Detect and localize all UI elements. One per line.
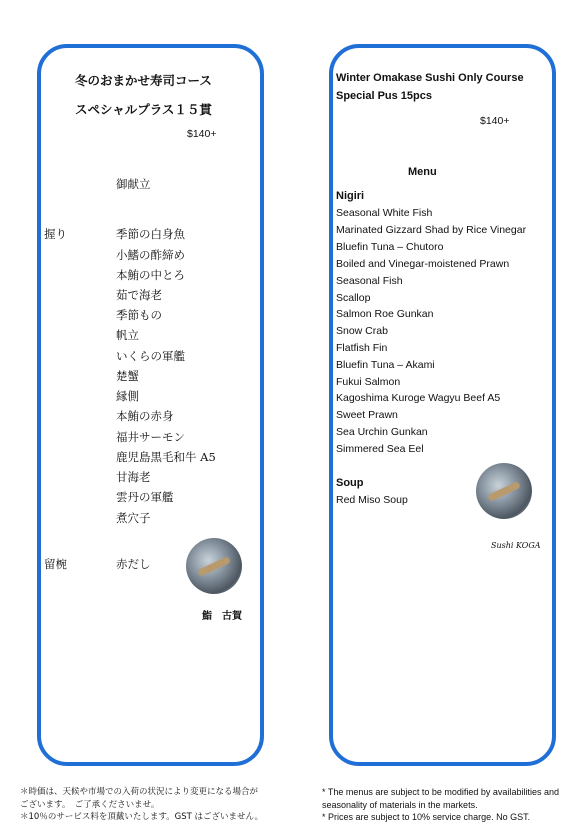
- jp-nigiri-label: 握り: [44, 227, 67, 241]
- jp-title-line2: スペシャルプラス１５貫: [75, 102, 212, 117]
- jp-menu-item: 帆立: [116, 328, 139, 342]
- jp-menu-item: 季節もの: [116, 308, 162, 322]
- en-menu-item: Fukui Salmon: [336, 376, 401, 388]
- en-footnote-line: * The menus are subject to be modified by availabilities and: [322, 787, 559, 797]
- miso-bowl-image: [476, 463, 532, 519]
- en-menu-item: Snow Crab: [336, 325, 388, 337]
- jp-footnote-line: ございます。 ご了承くださいませ。: [20, 799, 160, 810]
- jp-menu-item: 福井サーモン: [116, 430, 185, 444]
- en-menu-item: Kagoshima Kuroge Wagyu Beef A5: [336, 392, 501, 404]
- en-menu-item: Sweet Prawn: [336, 409, 398, 421]
- jp-menu-item: 茹で海老: [116, 288, 162, 302]
- en-menu-item: Scallop: [336, 292, 371, 304]
- jp-menu-item: 本鮪の赤身: [116, 409, 174, 423]
- en-title-line2: Special Pus 15pcs: [336, 90, 432, 102]
- jp-soup-item: 赤だし: [116, 557, 151, 571]
- en-menu-item: Boiled and Vinegar-moistened Prawn: [336, 258, 510, 270]
- en-soup-item: Red Miso Soup: [336, 494, 408, 506]
- jp-menu-item: 季節の白身魚: [116, 227, 185, 241]
- en-price: $140+: [480, 115, 510, 127]
- jp-soup-label: 留椀: [44, 557, 67, 571]
- en-menu-item: Seasonal White Fish: [336, 207, 433, 219]
- jp-kondate: 御献立: [116, 177, 151, 191]
- en-signature: Sushi KOGA: [491, 541, 541, 550]
- jp-footnote-line: ＊10％のサービス料を頂戴いたします。GST はございません。: [20, 812, 264, 822]
- jp-menu-item: いくらの軍艦: [116, 349, 185, 363]
- en-menu-item: Flatfish Fin: [336, 342, 388, 354]
- jp-menu-item: 小鰭の酢締め: [116, 248, 185, 262]
- en-menu-item: Bluefin Tuna – Akami: [336, 359, 435, 371]
- english-menu-card: [329, 44, 556, 766]
- jp-menu-item: 鹿児島黒毛和牛 A5: [116, 450, 216, 464]
- jp-menu-item: 雲丹の軍艦: [116, 490, 174, 504]
- miso-bowl-image: [186, 538, 242, 594]
- jp-title-line1: 冬のおまかせ寿司コース: [75, 73, 212, 88]
- en-title-line1: Winter Omakase Sushi Only Course: [336, 72, 524, 84]
- en-soup-label: Soup: [336, 477, 364, 489]
- en-menu-item: Simmered Sea Eel: [336, 443, 424, 455]
- jp-menu-item: 本鮪の中とろ: [116, 268, 185, 282]
- jp-price: $140+: [187, 128, 217, 140]
- en-nigiri-label: Nigiri: [336, 190, 365, 202]
- en-menu-item: Seasonal Fish: [336, 275, 403, 287]
- en-menu-item: Bluefin Tuna – Chutoro: [336, 241, 444, 253]
- jp-menu-item: 楚蟹: [116, 369, 139, 383]
- jp-footnotes: [20, 786, 263, 824]
- jp-footnote-line: ＊時価は、天候や市場での入荷の状況により変更になる場合が: [20, 787, 259, 797]
- jp-menu-item: 縁側: [116, 389, 139, 403]
- en-footnote-line: seasonality of materials in the markets.: [322, 799, 478, 810]
- jp-menu-item: 甘海老: [116, 470, 151, 484]
- japanese-menu-card: [37, 44, 264, 766]
- jp-signature: 鮨 古賀: [202, 611, 242, 622]
- en-footnotes: [322, 786, 559, 824]
- jp-menu-item: 煮穴子: [116, 511, 151, 525]
- en-menu-item: Salmon Roe Gunkan: [336, 308, 434, 320]
- en-menu-item: Marinated Gizzard Shad by Rice Vinegar: [336, 224, 527, 236]
- en-menu-item: Sea Urchin Gunkan: [336, 426, 428, 438]
- en-menu-heading: Menu: [408, 166, 437, 178]
- en-footnote-line: * Prices are subject to 10% service charge. No GST.: [322, 812, 531, 822]
